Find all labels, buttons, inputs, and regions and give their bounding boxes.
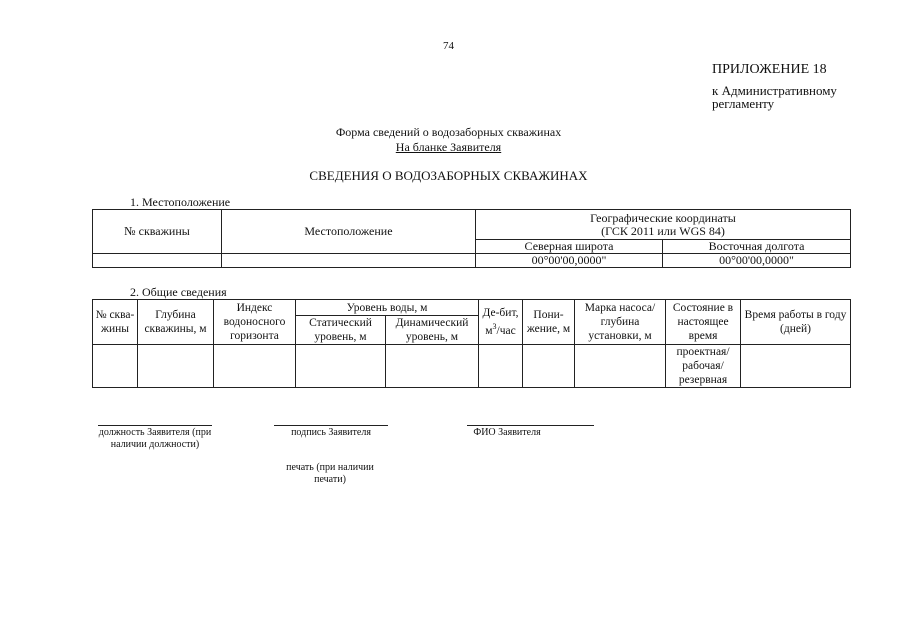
cell-state: проектная/ рабочая/ резервная	[666, 345, 741, 388]
header-pump: Марка насоса/глубина установки, м	[575, 300, 666, 345]
cell-empty	[138, 345, 214, 388]
main-title: СВЕДЕНИЯ О ВОДОЗАБОРНЫХ СКВАЖИНАХ	[309, 168, 588, 183]
cell-location	[222, 254, 476, 268]
location-table	[92, 209, 851, 268]
header-well-no: № скважины	[93, 210, 222, 254]
cell-latitude: 00°00'00,0000"	[476, 254, 663, 268]
section1-heading: 1. Местоположение	[130, 195, 231, 209]
form-title: Форма сведений о водозаборных скважинах	[335, 125, 562, 139]
header-well-no: № сква-жины	[93, 300, 138, 345]
signature-line-signature	[274, 425, 388, 426]
header-depth: Глубина скважины, м	[138, 300, 214, 345]
cell-longitude: 00°00'00,0000"	[663, 254, 851, 268]
header-longitude: Восточная долгота	[663, 240, 851, 254]
section2-heading: 2. Общие сведения	[130, 285, 227, 299]
cell-empty	[296, 345, 386, 388]
header-dynamic-level: Динамический уровень, м	[386, 316, 479, 345]
cell-well-no	[93, 254, 222, 268]
appendix-subtitle: к Административному регламенту	[712, 83, 837, 111]
signature-line-fio	[467, 425, 594, 426]
page-number: 74	[443, 40, 454, 52]
cell-empty	[386, 345, 479, 388]
label-fio: ФИО Заявителя	[473, 427, 541, 438]
header-work-time: Время работы в году (дней)	[741, 300, 851, 345]
header-static-level: Статический уровень, м	[296, 316, 386, 345]
form-note: На бланке Заявителя	[395, 140, 502, 154]
header-water-level: Уровень воды, м	[296, 300, 479, 316]
header-coordinates: Географические координаты (ГСК 2011 или WGS 84)	[476, 210, 851, 240]
label-position: должность Заявителя (при наличии должности)	[98, 427, 212, 450]
cell-empty	[214, 345, 296, 388]
appendix-title: ПРИЛОЖЕНИЕ 18	[712, 62, 827, 77]
header-debit: Де-бит, $м^3$/час	[479, 300, 523, 345]
header-state: Состояние в настоящее время	[666, 300, 741, 345]
header-location: Местоположение	[222, 210, 476, 254]
cell-empty	[93, 345, 138, 388]
cell-empty	[741, 345, 851, 388]
header-aquifer: Индекс водоносного горизонта	[214, 300, 296, 345]
label-signature: подпись Заявителя	[291, 427, 371, 438]
cell-empty	[523, 345, 575, 388]
header-latitude: Северная широта	[476, 240, 663, 254]
cell-empty	[479, 345, 523, 388]
general-info-table	[92, 299, 851, 388]
label-stamp: печать (при наличии печати)	[286, 462, 374, 485]
signature-line-position	[98, 425, 212, 426]
header-drawdown: Пони-жение, м	[523, 300, 575, 345]
cell-empty	[575, 345, 666, 388]
